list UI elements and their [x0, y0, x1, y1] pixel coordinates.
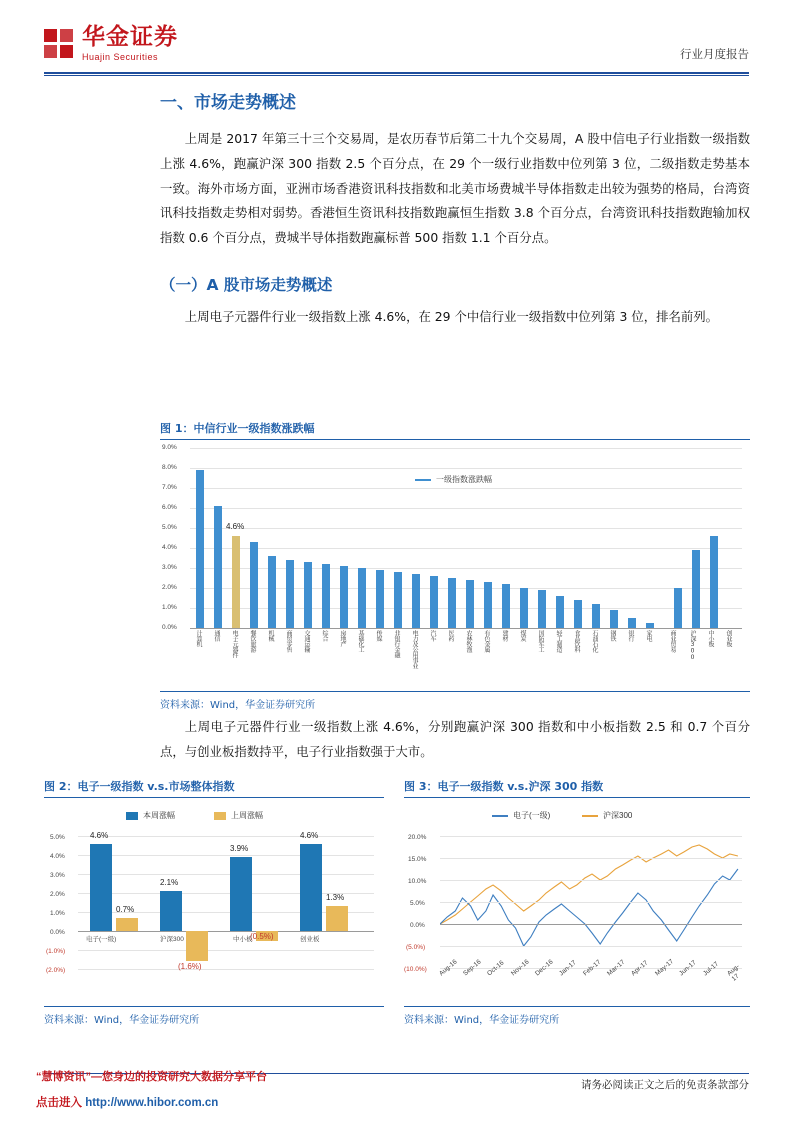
report-type-label: 行业月度报告 [680, 49, 749, 61]
figure-3-line-series [440, 836, 742, 970]
header-divider [44, 72, 749, 74]
figure-2 [44, 778, 384, 1026]
logo-mark-icon [44, 29, 74, 59]
figure-2-source: 资料来源：Wind，华金证券研究所 [44, 1006, 384, 1026]
figure-3-legend-label-2: 沪深300 [603, 811, 633, 820]
figure-1-legend-label: 一级指数涨跌幅 [436, 475, 492, 484]
logo-text-en: Huajin Securities [82, 52, 159, 62]
watermark-line-1 [36, 1068, 267, 1084]
figure-3-title: 图 3：电子一级指数 v.s.沪深 300 指数 [404, 778, 750, 798]
figure-2-legend-label-2: 上周涨幅 [231, 811, 263, 820]
section-heading-1: 一、市场走势概述 [160, 93, 296, 113]
figure-3-legend-swatch-1 [492, 815, 508, 817]
header-divider-thin [44, 75, 749, 76]
figure-3 [404, 778, 750, 1026]
document-body-2 [160, 715, 750, 771]
figure-3-legend-label-1: 电子(一级) [513, 811, 551, 820]
paragraph-overview: 上周是 2017 年第三十三个交易周，是农历春节后第二十九个交易周，A 股中信电子行业指数一级指数上涨 4.6%，跑赢沪深 300 指数 2.5 个百分点，在 29 个一级行业指数中位列第 3 位，二级指数走势基本一致。海外市场方面，亚洲市场香港资讯科技指数和北美市场费城半导体指数走出较为强势的格局，台湾资讯科技指数走势相对弱势。香港恒生资讯科技指数跑赢恒生指数 3.8 个百分点，台湾资讯科技指数跑输加权指数 0.6 个百分点，费城半导体指数跑赢标普 500 指数 1.1 个百分点。 [160, 131, 750, 246]
figure-2-legend-label-1: 本周涨幅 [143, 811, 175, 820]
figure-2-title: 图 2：电子一级指数 v.s.市场整体指数 [44, 778, 384, 798]
watermark-url[interactable]: http://www.hibor.com.cn [85, 1097, 219, 1109]
figure-1-title: 图 1：中信行业一级指数涨跌幅 [160, 420, 750, 440]
watermark-line-2[interactable] [36, 1094, 218, 1110]
paragraph-index-compare: 上周电子元器件行业一级指数上涨 4.6%，分别跑赢沪深 300 指数和中小板指数 2.5 和 0.7 个百分点，与创业板指数持平，电子行业指数强于大市。 [160, 719, 750, 759]
figure-2-plot: 本周涨幅 上周涨幅 5.0% 4.0% 3.0% 2.0% 1.0% 0.0% (1.0%) (2.0%) 4.6% 0.7% 2.1% (1.6%) 3.9% (0.5%) 4.6% 1.3% 电子(一级) 沪深300 中小板 创业板 [44, 806, 384, 1006]
figure-3-legend-swatch-2 [582, 815, 598, 817]
logo-text-cn: 华金证券 [82, 24, 178, 50]
figure-2-legend-swatch-2 [214, 812, 226, 820]
brand-logo [44, 26, 178, 62]
document-body [160, 88, 750, 336]
figure-2-legend-swatch-1 [126, 812, 138, 820]
figure-1 [160, 420, 750, 711]
watermark-enter-label[interactable]: 点击进入 [36, 1097, 82, 1109]
figure-3-plot: 电子(一级) 沪深300 20.0% 15.0% 10.0% 5.0% 0.0% (5.0%) (10.0%) Aug-16 Sep-16 Oct-16 Nov-16 Dec-16 Jan-17 Feb-17 Mar-17 Apr-17 May-17 Jun-17 Jul-17 Aug-17 [404, 806, 750, 1006]
figure-1-source: 资料来源：Wind，华金证券研究所 [160, 691, 750, 711]
paragraph-a-share: 上周电子元器件行业一级指数上涨 4.6%，在 29 个中信行业一级指数中位列第 3 位，排名前列。 [184, 309, 719, 325]
watermark-text-red: “慧博资讯”—您身边的投资研究大数据分享平台 [36, 1071, 267, 1083]
footer-disclaimer: 请务必阅读正文之后的免责条款部分 [581, 1079, 749, 1091]
page-header [0, 0, 793, 78]
figure-1-plot: 9.0% 8.0% 7.0% 6.0% 5.0% 4.0% 3.0% 2.0% 1.0% 0.0% 一级指数涨跌幅 4.6% 计算机 通信 电子元器件 餐饮旅游 机械 商贸零售 交通运输 综合 房地产 基础化工 传媒 非银行金融 电力及公用事业 汽车 医药 农林牧渔 有色金属 建材 煤炭 国防军工 轻工制造 食品饮料 石油石化 钢铁 银行 家电 商业贸易 沪深300 中小板 创业板 [160, 446, 750, 691]
subsection-heading-a: （一）A 股市场走势概述 [160, 276, 333, 295]
figure-1-highlight-label: 4.6% [226, 522, 245, 531]
figure-1-legend-swatch [415, 479, 431, 481]
figure-3-source: 资料来源：Wind，华金证券研究所 [404, 1006, 750, 1026]
